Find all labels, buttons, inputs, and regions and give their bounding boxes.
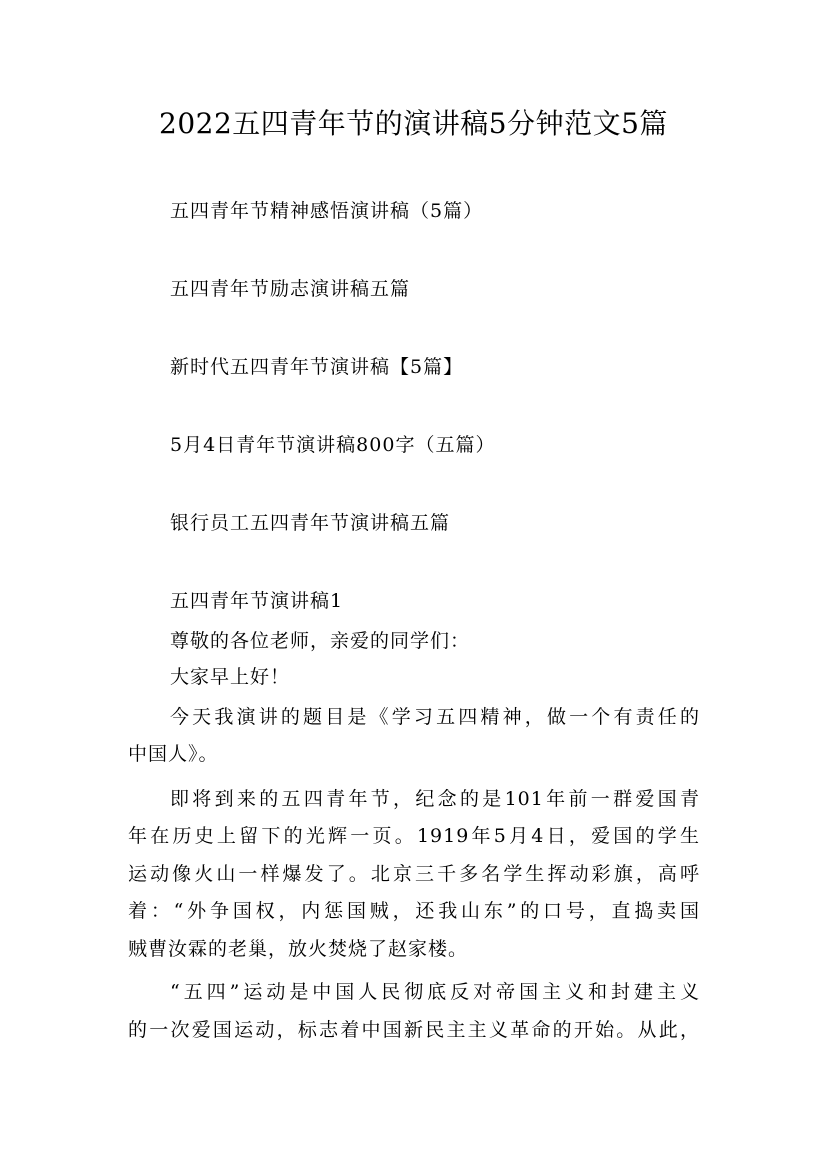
paragraph-line: 着：“外争国权，内惩国贼，还我山东”的口号，直捣卖国 [128,900,700,922]
paragraph-line: “五四”运动是中国人民彻底反对帝国主义和封建主义 [170,981,700,1003]
toc-item-5: 银行员工五四青年节演讲稿五篇 [170,512,451,534]
toc-item-4: 5月4日青年节演讲稿800字（五篇） [170,434,496,456]
salutation-line: 尊敬的各位老师，亲爱的同学们： [170,630,471,652]
toc-item-1: 五四青年节精神感悟演讲稿（5篇） [170,200,484,222]
section-heading: 五四青年节演讲稿1 [170,590,344,612]
paragraph-line: 的一次爱国运动，标志着中国新民主主义革命的开始。从此， [128,1019,700,1041]
document-title: 2022五四青年节的演讲稿5分钟范文5篇 [159,107,668,140]
toc-item-2: 五四青年节励志演讲稿五篇 [170,278,411,300]
paragraph-line: 贼曹汝霖的老巢，放火焚烧了赵家楼。 [128,938,469,960]
paragraph-line: 运动像火山一样爆发了。北京三千多名学生挥动彩旗，高呼 [128,863,700,885]
paragraph-line: 中国人》。 [128,743,219,765]
paragraph-line: 即将到来的五四青年节，纪念的是101年前一群爱国青 [170,788,700,810]
paragraph-line: 今天我演讲的题目是《学习五四精神，做一个有责任的 [170,706,700,728]
paragraph-line: 年在历史上留下的光辉一页。1919年5月4日，爱国的学生 [128,825,700,847]
toc-item-3: 新时代五四青年节演讲稿【5篇】 [170,356,464,378]
greeting-line: 大家早上好！ [170,666,291,688]
